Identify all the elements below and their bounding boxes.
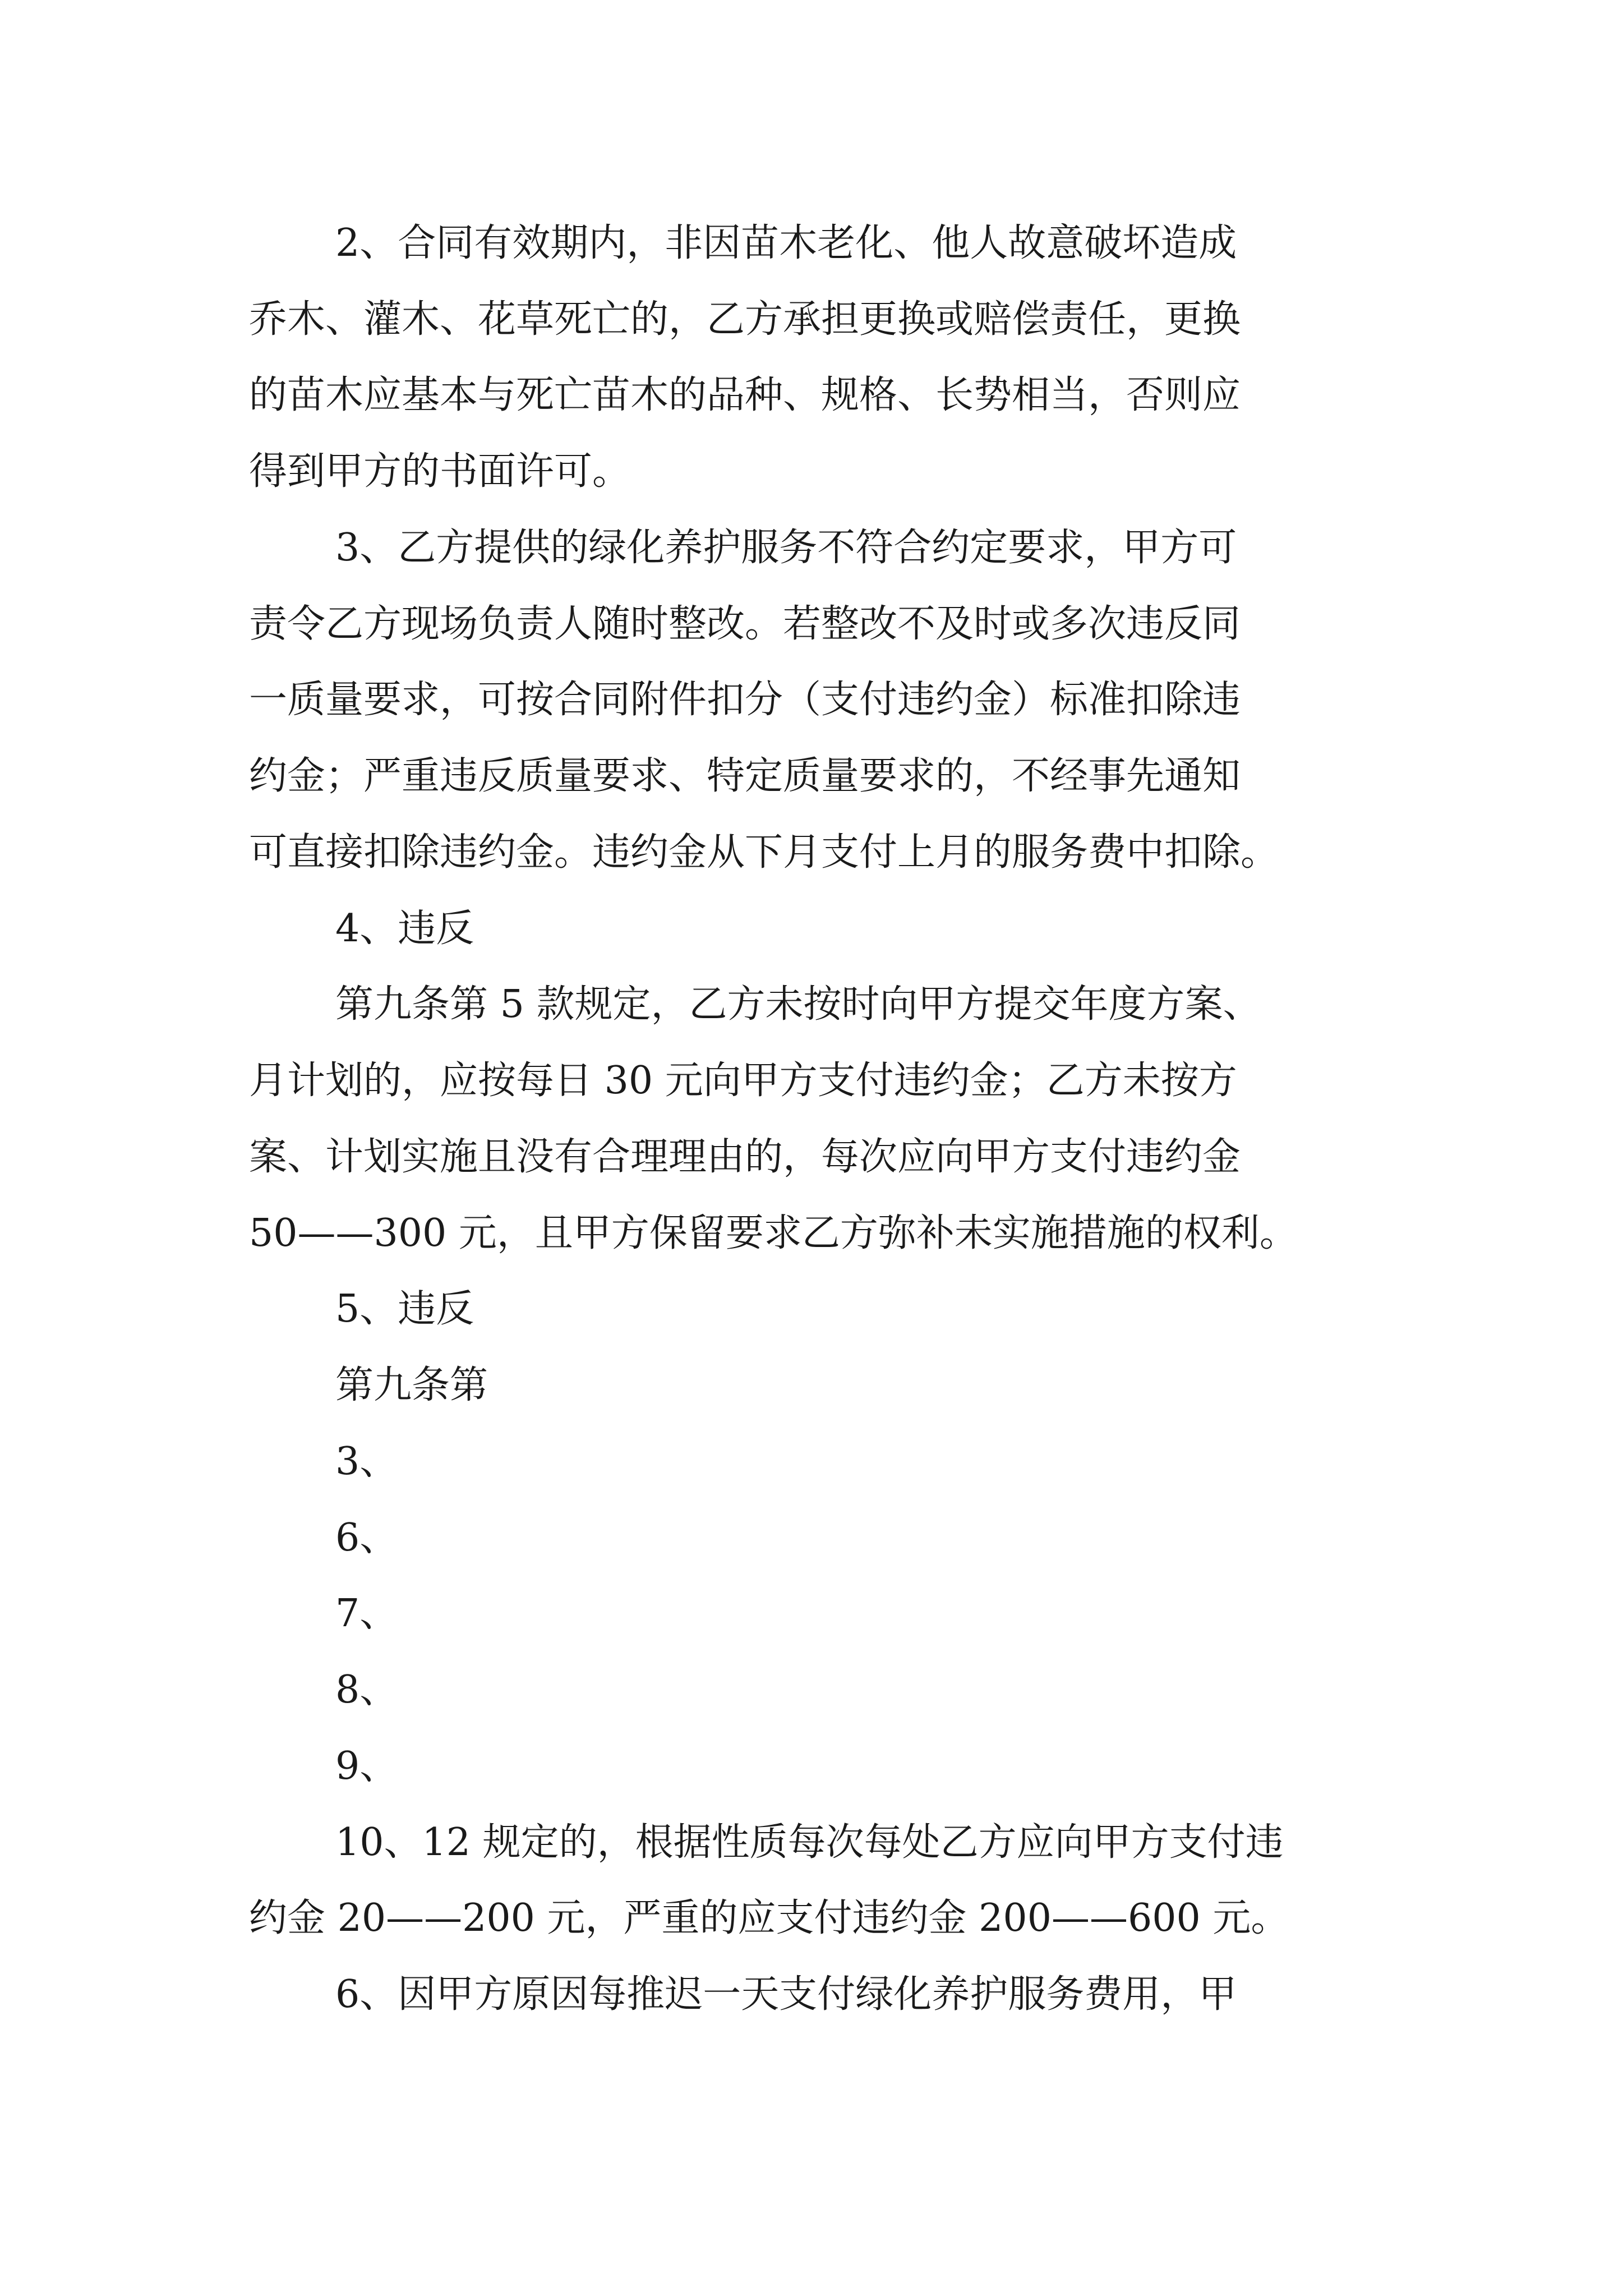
text-line: 8、 — [335, 1668, 398, 1712]
text-line: 月计划的，应按每日 30 元向甲方支付违约金；乙方未按方 — [249, 1059, 1237, 1103]
text-line: 6、 — [335, 1516, 398, 1560]
text-line: 3、 — [335, 1439, 398, 1484]
text-line: 的苗木应基本与死亡苗木的品种、规格、长势相当，否则应 — [249, 373, 1241, 417]
text-line: 得到甲方的书面许可。 — [249, 449, 631, 494]
text-line: 一质量要求，可按合同附件扣分（支付违约金）标准扣除违 — [249, 678, 1241, 722]
text-line: 6、因甲方原因每推迟一天支付绿化养护服务费用，甲 — [335, 1972, 1237, 2017]
text-line: 乔木、灌木、花草死亡的，乙方承担更换或赔偿责任，更换 — [249, 297, 1241, 342]
text-line: 3、乙方提供的绿化养护服务不符合约定要求，甲方可 — [335, 526, 1237, 570]
text-line: 责令乙方现场负责人随时整改。若整改不及时或多次违反同 — [249, 602, 1241, 646]
text-line: 9、 — [335, 1744, 398, 1788]
text-line: 5、违反 — [335, 1287, 474, 1331]
text-line: 可直接扣除违约金。违约金从下月支付上月的服务费中扣除。 — [249, 830, 1279, 875]
text-line: 2、合同有效期内，非因苗木老化、他人故意破坏造成 — [335, 221, 1237, 265]
text-line: 7、 — [335, 1591, 398, 1636]
text-line: 案、计划实施且没有合理理由的，每次应向甲方支付违约金 — [249, 1135, 1241, 1179]
text-line: 第九条第 — [335, 1363, 488, 1407]
text-line: 10、12 规定的，根据性质每次每处乙方应向甲方支付违 — [335, 1820, 1284, 1865]
text-line: 50——300 元，且甲方保留要求乙方弥补未实施措施的权利。 — [249, 1211, 1298, 1255]
text-line: 第九条第 5 款规定，乙方未按时向甲方提交年度方案、 — [335, 982, 1261, 1027]
text-line: 4、违反 — [335, 907, 474, 951]
text-line: 约金 20——200 元，严重的应支付违约金 200——600 元。 — [249, 1896, 1289, 1940]
text-line: 约金；严重违反质量要求、特定质量要求的，不经事先通知 — [249, 754, 1241, 798]
